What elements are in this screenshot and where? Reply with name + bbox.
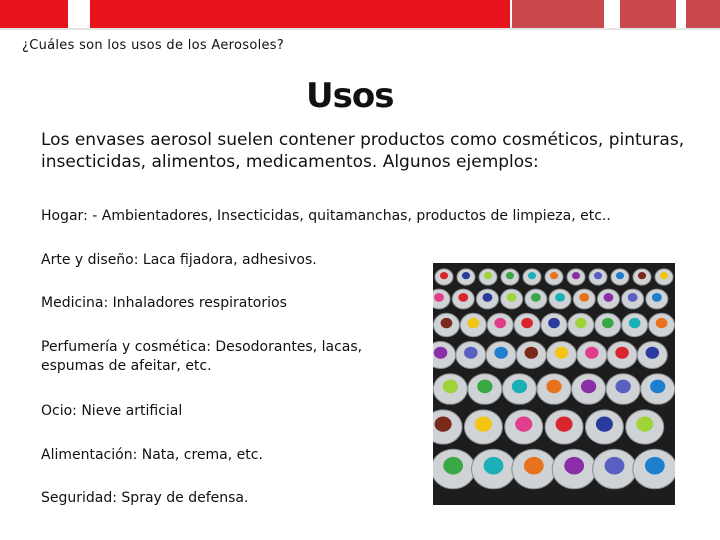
- use-item-alimentacion: Alimentación: Nata, crema, etc.: [41, 447, 263, 463]
- header-divider: [0, 28, 720, 30]
- spray-nozzle: [575, 318, 587, 328]
- spray-nozzle: [435, 417, 452, 432]
- slide-subtitle: ¿Cuáles son los usos de los Aerosoles?: [22, 38, 285, 53]
- spray-nozzle: [615, 347, 629, 359]
- spray-nozzle: [458, 293, 468, 302]
- decor-block: [512, 0, 604, 28]
- spray-nozzle: [646, 347, 660, 359]
- spray-nozzle: [521, 318, 533, 328]
- spray-nozzle: [628, 293, 638, 302]
- decor-block: [90, 0, 510, 28]
- spray-nozzle: [564, 457, 584, 475]
- decor-block: [620, 0, 676, 28]
- spray-nozzle: [483, 293, 493, 302]
- top-decor-bar: [0, 0, 720, 28]
- spray-nozzle: [572, 272, 580, 279]
- spray-nozzle: [524, 457, 544, 475]
- spray-nozzle: [581, 380, 596, 394]
- intro-paragraph: Los envases aerosol suelen contener productos como cosméticos, pinturas, insecticidas, alimentos, medicamentos. Algunos ejemplos:: [41, 130, 685, 172]
- use-item-perfumeria: Perfumería y cosmética: Desodorantes, lacas, espumas de afeitar, etc.: [41, 339, 363, 374]
- use-item-hogar: Hogar: - Ambientadores, Insecticidas, quitamanchas, productos de limpieza, etc..: [41, 208, 611, 224]
- spray-nozzle: [443, 457, 463, 475]
- spray-nozzle: [594, 272, 602, 279]
- spray-nozzle: [585, 347, 599, 359]
- spray-nozzle: [650, 380, 665, 394]
- spray-nozzle: [550, 272, 558, 279]
- spray-nozzle: [512, 380, 527, 394]
- decor-block: [0, 0, 68, 28]
- spray-nozzle: [525, 347, 539, 359]
- spray-nozzle: [464, 347, 478, 359]
- decor-block: [686, 0, 720, 28]
- spray-nozzle: [484, 457, 504, 475]
- spray-nozzle: [605, 457, 625, 475]
- spray-nozzle: [434, 293, 444, 302]
- spray-nozzle: [604, 293, 614, 302]
- spray-nozzle: [596, 417, 613, 432]
- use-item-ocio: Ocio: Nieve artificial: [41, 403, 183, 419]
- spray-nozzle: [531, 293, 541, 302]
- spray-nozzle: [656, 318, 668, 328]
- spray-nozzle: [602, 318, 614, 328]
- spray-nozzle: [660, 272, 668, 279]
- spray-nozzle: [441, 318, 453, 328]
- spray-nozzle: [629, 318, 641, 328]
- spray-nozzle: [494, 318, 506, 328]
- use-item-medicina: Medicina: Inhaladores respiratorios: [41, 295, 287, 311]
- spray-nozzle: [579, 293, 589, 302]
- spray-nozzle: [555, 293, 565, 302]
- spray-nozzle: [434, 347, 448, 359]
- spray-nozzle: [440, 272, 448, 279]
- spray-nozzle: [546, 380, 561, 394]
- use-item-arte: Arte y diseño: Laca fijadora, adhesivos.: [41, 252, 317, 268]
- spray-nozzle: [616, 272, 624, 279]
- spray-nozzle: [477, 380, 492, 394]
- slide-title: Usos: [306, 76, 394, 116]
- spray-nozzle: [494, 347, 508, 359]
- spray-nozzle: [555, 347, 569, 359]
- spray-nozzle: [548, 318, 560, 328]
- spray-nozzle: [528, 272, 536, 279]
- use-item-seguridad: Seguridad: Spray de defensa.: [41, 490, 249, 506]
- spray-nozzle: [443, 380, 458, 394]
- aerosol-caps-illustration: [433, 263, 675, 505]
- spray-nozzle: [462, 272, 470, 279]
- spray-nozzle: [484, 272, 492, 279]
- spray-nozzle: [556, 417, 573, 432]
- spray-nozzle: [506, 272, 514, 279]
- spray-nozzle: [475, 417, 492, 432]
- spray-nozzle: [515, 417, 532, 432]
- spray-nozzle: [638, 272, 646, 279]
- spray-nozzle: [467, 318, 479, 328]
- spray-nozzle: [645, 457, 665, 475]
- spray-nozzle: [615, 380, 630, 394]
- spray-nozzle: [652, 293, 662, 302]
- spray-nozzle: [636, 417, 653, 432]
- spray-nozzle: [507, 293, 517, 302]
- aerosol-caps-photo: [433, 263, 675, 505]
